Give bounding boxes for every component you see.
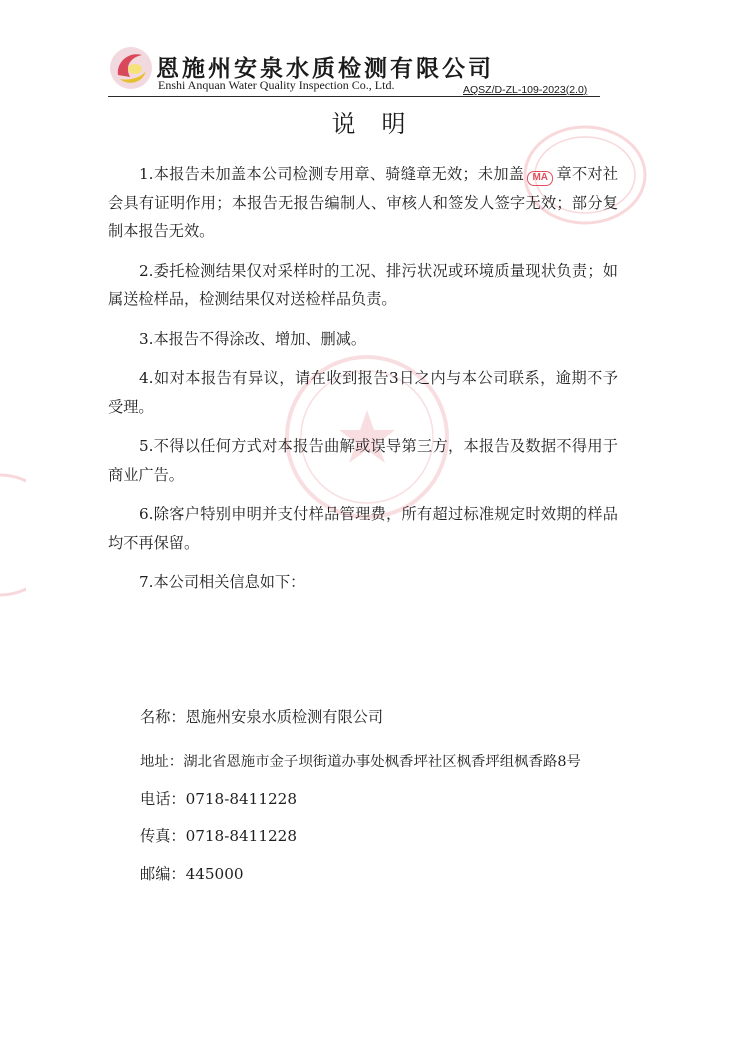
ma-certification-icon: MA: [527, 171, 553, 186]
header-divider: [108, 96, 600, 97]
company-name-cn: 恩施州安泉水质检测有限公司: [156, 55, 494, 82]
info-name: 名称：恩施州安泉水质检测有限公司: [140, 708, 383, 726]
company-name-en: Enshi Anquan Water Quality Inspection Co., Ltd.: [158, 78, 395, 92]
note-6: 6.除客户特别申明并支付样品管理费，所有超过标准规定时效期的样品均不再保留。: [108, 505, 618, 552]
note-1: 1.本报告未加盖本公司检测专用章、骑缝章无效；未加盖 MA 章不对社会具有证明作用；本报告无报告编制人、审核人和签发人签字无效；部分复制本报告无效。: [108, 165, 618, 240]
info-fax: 传真：0718-8411228: [140, 827, 297, 845]
faint-seam-stamp-icon: [0, 470, 26, 600]
page-title: 说明: [331, 110, 432, 138]
notes-body: [108, 160, 618, 608]
info-phone: 电话：0718-8411228: [140, 790, 297, 808]
note-4: 4.如对本报告有异议，请在收到报告3日之内与本公司联系，逾期不予受理。: [108, 369, 618, 416]
note-3: 3.本报告不得涂改、增加、删减。: [139, 329, 367, 348]
info-postcode: 邮编：445000: [140, 865, 244, 883]
note-7: 7.本公司相关信息如下：: [139, 573, 306, 591]
info-address: 地址：湖北省恩施市金子坝街道办事处枫香坪社区枫香坪组枫香路8号: [140, 754, 581, 770]
note-2: 2.委托检测结果仅对采样时的工况、排污状况或环境质量现状负责；如属送检样品，检测结果仅对送检样品负责。: [108, 261, 618, 308]
document-code: AQSZ/D-ZL-109-2023(2.0): [463, 84, 588, 96]
company-logo-icon: [108, 45, 154, 91]
note-5: 5.不得以任何方式对本报告曲解或误导第三方，本报告及数据不得用于商业广告。: [108, 437, 618, 484]
